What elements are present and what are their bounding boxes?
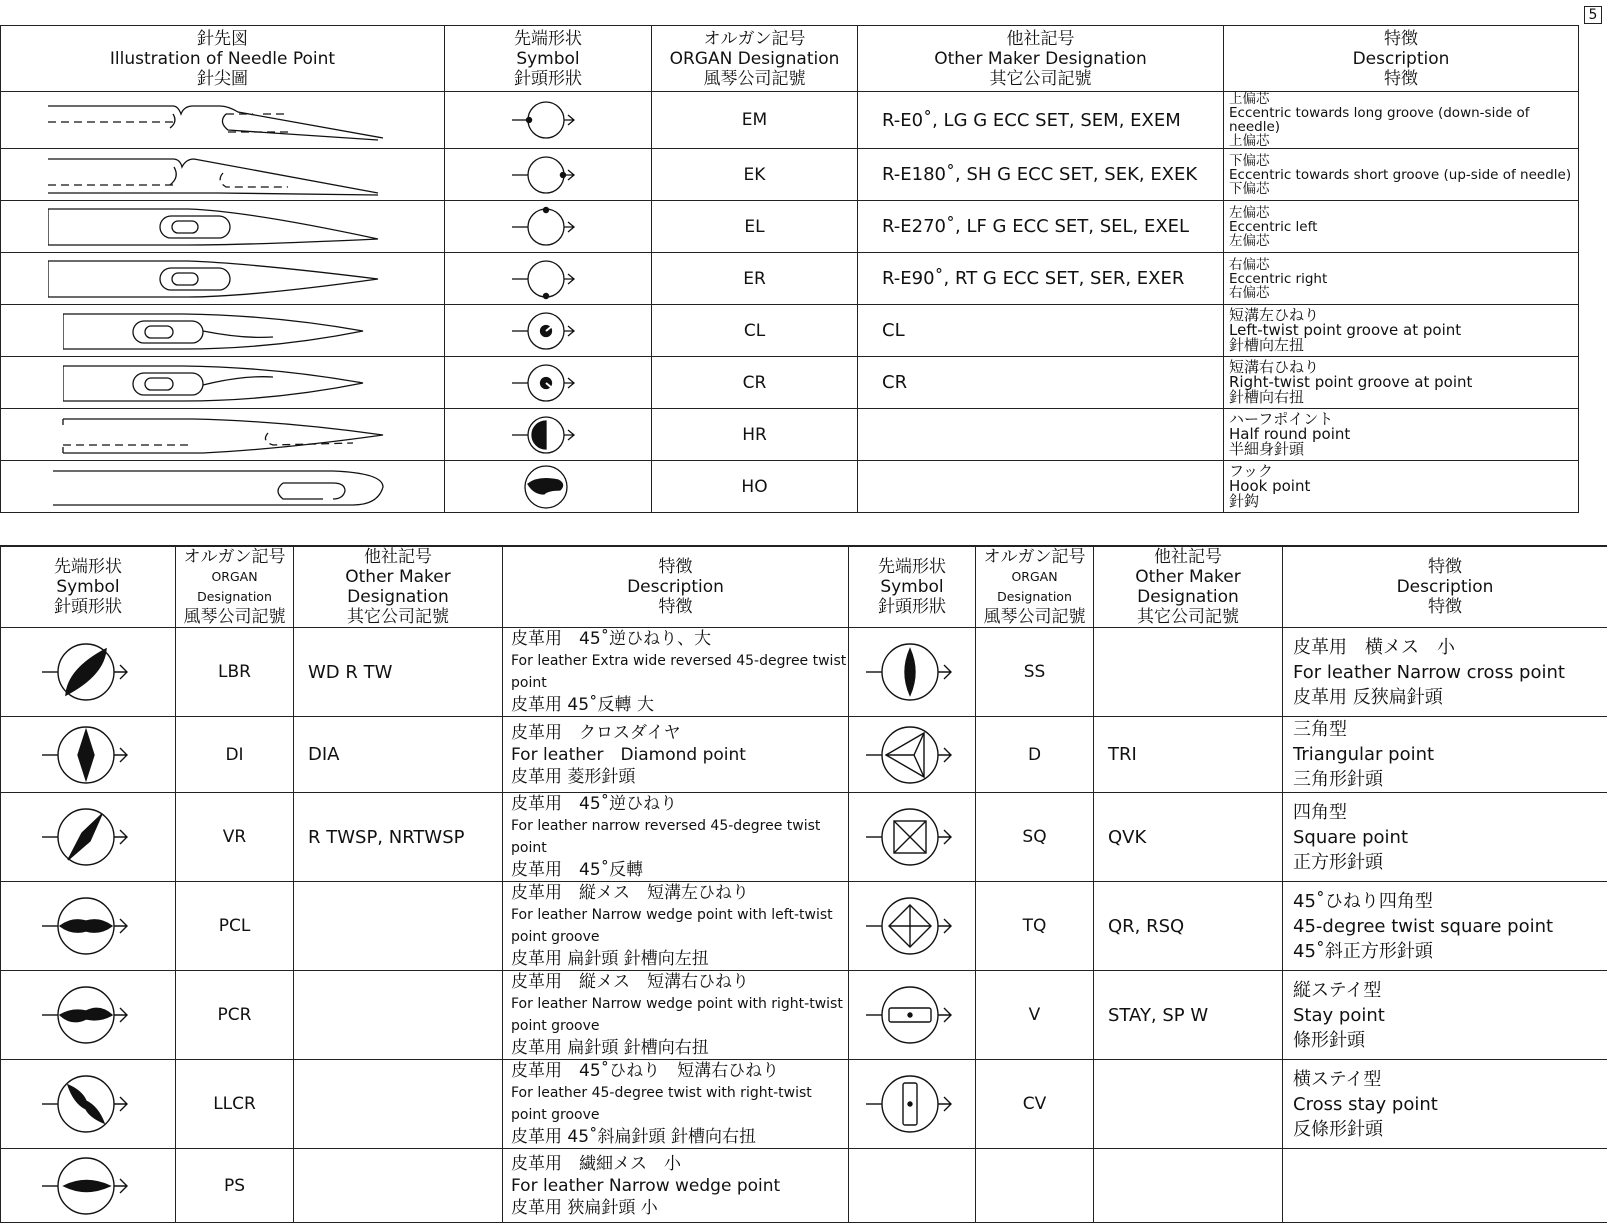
symbol-pcl — [1, 882, 176, 971]
organ-code: VR — [176, 793, 294, 882]
symbol-er — [445, 253, 652, 305]
other-maker-designation: R-E0˚, LG G ECC SET, SEM, EXEM — [858, 92, 1224, 149]
description: 短溝左ひねり Left-twist point groove at point 針槽向左扭 — [1224, 305, 1579, 357]
needle-point-table-2 — [0, 545, 1607, 1223]
symbol-el — [445, 201, 652, 253]
organ-code: EM — [652, 92, 858, 149]
description: 縦ステイ型 Stay point 條形針頭 — [1283, 971, 1607, 1060]
symbol-ho — [445, 461, 652, 513]
symbol-tq — [849, 882, 976, 971]
description: フック Hook point 針鈎 — [1224, 461, 1579, 513]
symbol-di — [1, 717, 176, 793]
header-organ-designation-right: オルガン記号 ORGAN Designation 風琴公司記號 — [976, 546, 1094, 628]
symbol-pcr — [1, 971, 176, 1060]
empty-cell — [1094, 1149, 1283, 1223]
organ-code: LBR — [176, 628, 294, 717]
organ-code: HR — [652, 409, 858, 461]
symbol-cv — [849, 1060, 976, 1149]
empty-cell — [976, 1149, 1094, 1223]
symbol-llcr — [1, 1060, 176, 1149]
description: 皮革用 45˚逆ひねり、大 For leather Extra wide reversed 45-degree twist point 皮革用 45˚反轉 大 — [503, 628, 849, 717]
organ-code: TQ — [976, 882, 1094, 971]
organ-code: LLCR — [176, 1060, 294, 1149]
needle-point-table-1 — [0, 25, 1579, 513]
organ-code: DI — [176, 717, 294, 793]
organ-code: EL — [652, 201, 858, 253]
table-row — [1, 461, 1579, 513]
organ-code: CV — [976, 1060, 1094, 1149]
other-maker-designation — [294, 1149, 503, 1223]
description: 皮革用 縦メス 短溝右ひねり For leather Narrow wedge point with right-twist point groove 皮革用 扁針頭 針槽向右扭 — [503, 971, 849, 1060]
header-organ-designation: オルガン記号 ORGAN Designation 風琴公司記號 — [176, 546, 294, 628]
table-row — [1, 357, 1579, 409]
organ-code: ER — [652, 253, 858, 305]
organ-code: CL — [652, 305, 858, 357]
organ-code: EK — [652, 149, 858, 201]
table-row — [1, 1060, 1607, 1149]
header-other-maker: 他社記号 Other Maker Designation 其它公司記號 — [858, 26, 1224, 92]
other-maker-designation — [858, 461, 1224, 513]
needle-illustration — [1, 253, 445, 305]
other-maker-designation — [294, 971, 503, 1060]
other-maker-designation: QR, RSQ — [1094, 882, 1283, 971]
symbol-ek — [445, 149, 652, 201]
description: 横ステイ型 Cross stay point 反條形針頭 — [1283, 1060, 1607, 1149]
other-maker-designation: R-E270˚, LF G ECC SET, SEL, EXEL — [858, 201, 1224, 253]
symbol-vr — [1, 793, 176, 882]
symbol-ss — [849, 628, 976, 717]
table-row — [1, 882, 1607, 971]
header-organ-designation: オルガン記号 ORGAN Designation 風琴公司記號 — [652, 26, 858, 92]
header-description-right: 特徴 Description 特徴 — [1283, 546, 1607, 628]
description: ハーフポイント Half round point 半細身針頭 — [1224, 409, 1579, 461]
table-row — [1, 92, 1579, 149]
other-maker-designation — [858, 409, 1224, 461]
table-row — [1, 971, 1607, 1060]
description: 皮革用 繊細メス 小 For leather Narrow wedge point 皮革用 狹扁針頭 小 — [503, 1149, 849, 1223]
table-row — [1, 201, 1579, 253]
needle-illustration — [1, 201, 445, 253]
header-other-maker: 他社記号 Other Maker Designation 其它公司記號 — [294, 546, 503, 628]
other-maker-designation: STAY, SP W — [1094, 971, 1283, 1060]
needle-illustration — [1, 305, 445, 357]
other-maker-designation: CR — [858, 357, 1224, 409]
symbol-v — [849, 971, 976, 1060]
symbol-d — [849, 717, 976, 793]
description: 上偏芯 Eccentric towards long groove (down-side of needle) 上偏芯 — [1224, 92, 1579, 149]
symbol-hr — [445, 409, 652, 461]
other-maker-designation: R-E90˚, RT G ECC SET, SER, EXER — [858, 253, 1224, 305]
organ-code: SQ — [976, 793, 1094, 882]
organ-code: PCR — [176, 971, 294, 1060]
other-maker-designation: R-E180˚, SH G ECC SET, SEK, EXEK — [858, 149, 1224, 201]
description: 左偏芯 Eccentric left 左偏芯 — [1224, 201, 1579, 253]
other-maker-designation: R TWSP, NRTWSP — [294, 793, 503, 882]
table-row — [1, 409, 1579, 461]
table-row — [1, 1149, 1607, 1223]
description: 皮革用 縦メス 短溝左ひねり For leather Narrow wedge point with left-twist point groove 皮革用 扁針頭 針槽向左扭 — [503, 882, 849, 971]
empty-cell — [849, 1149, 976, 1223]
header-illustration: 針先図 Illustration of Needle Point 針尖圖 — [1, 26, 445, 92]
other-maker-designation — [294, 882, 503, 971]
description: 皮革用 45˚ひねり 短溝右ひねり For leather 45-degree twist with right-twist point groove 皮革用 45˚斜扁針頭 針槽向右扭 — [503, 1060, 849, 1149]
table-row — [1, 305, 1579, 357]
other-maker-designation: TRI — [1094, 717, 1283, 793]
header-symbol: 先端形状 Symbol 針頭形狀 — [1, 546, 176, 628]
needle-illustration — [1, 461, 445, 513]
description: 皮革用 クロスダイヤ For leather Diamond point 皮革用 菱形針頭 — [503, 717, 849, 793]
organ-code: V — [976, 971, 1094, 1060]
other-maker-designation: QVK — [1094, 793, 1283, 882]
table-row — [1, 253, 1579, 305]
table1-header-row — [1, 26, 1579, 92]
needle-illustration — [1, 357, 445, 409]
symbol-ps — [1, 1149, 176, 1223]
table-row — [1, 149, 1579, 201]
organ-code: CR — [652, 357, 858, 409]
organ-code: HO — [652, 461, 858, 513]
other-maker-designation — [1094, 1060, 1283, 1149]
description: 皮革用 横メス 小 For leather Narrow cross point 皮革用 反狹扁針頭 — [1283, 628, 1607, 717]
table-row — [1, 628, 1607, 717]
empty-cell — [1283, 1149, 1607, 1223]
needle-illustration — [1, 409, 445, 461]
description: 四角型 Square point 正方形針頭 — [1283, 793, 1607, 882]
other-maker-designation: WD R TW — [294, 628, 503, 717]
header-symbol: 先端形状 Symbol 針頭形狀 — [445, 26, 652, 92]
symbol-cr — [445, 357, 652, 409]
header-symbol-right: 先端形状 Symbol 針頭形狀 — [849, 546, 976, 628]
organ-code: PS — [176, 1149, 294, 1223]
other-maker-designation — [1094, 628, 1283, 717]
table-row — [1, 717, 1607, 793]
header-other-maker-right: 他社記号 Other Maker Designation 其它公司記號 — [1094, 546, 1283, 628]
table2-header-row — [1, 546, 1607, 628]
other-maker-designation — [294, 1060, 503, 1149]
symbol-cl — [445, 305, 652, 357]
organ-code: PCL — [176, 882, 294, 971]
symbol-lbr — [1, 628, 176, 717]
header-description: 特徴 Description 特徴 — [503, 546, 849, 628]
needle-illustration — [1, 92, 445, 149]
symbol-em — [445, 92, 652, 149]
description: 短溝右ひねり Right-twist point groove at point 針槽向右扭 — [1224, 357, 1579, 409]
organ-code: SS — [976, 628, 1094, 717]
description: 皮革用 45˚逆ひねり For leather narrow reversed 45-degree twist point 皮革用 45˚反轉 — [503, 793, 849, 882]
organ-code: D — [976, 717, 1094, 793]
needle-illustration — [1, 149, 445, 201]
other-maker-designation: CL — [858, 305, 1224, 357]
description: 右偏芯 Eccentric right 右偏芯 — [1224, 253, 1579, 305]
other-maker-designation: DIA — [294, 717, 503, 793]
header-description: 特徴 Description 特徴 — [1224, 26, 1579, 92]
table-row — [1, 793, 1607, 882]
description: 三角型 Triangular point 三角形針頭 — [1283, 717, 1607, 793]
symbol-sq — [849, 793, 976, 882]
page-number: 5 — [1584, 6, 1602, 24]
description: 45˚ひねり四角型 45-degree twist square point 45˚斜正方形針頭 — [1283, 882, 1607, 971]
description: 下偏芯 Eccentric towards short groove (up-side of needle) 下偏芯 — [1224, 149, 1579, 201]
